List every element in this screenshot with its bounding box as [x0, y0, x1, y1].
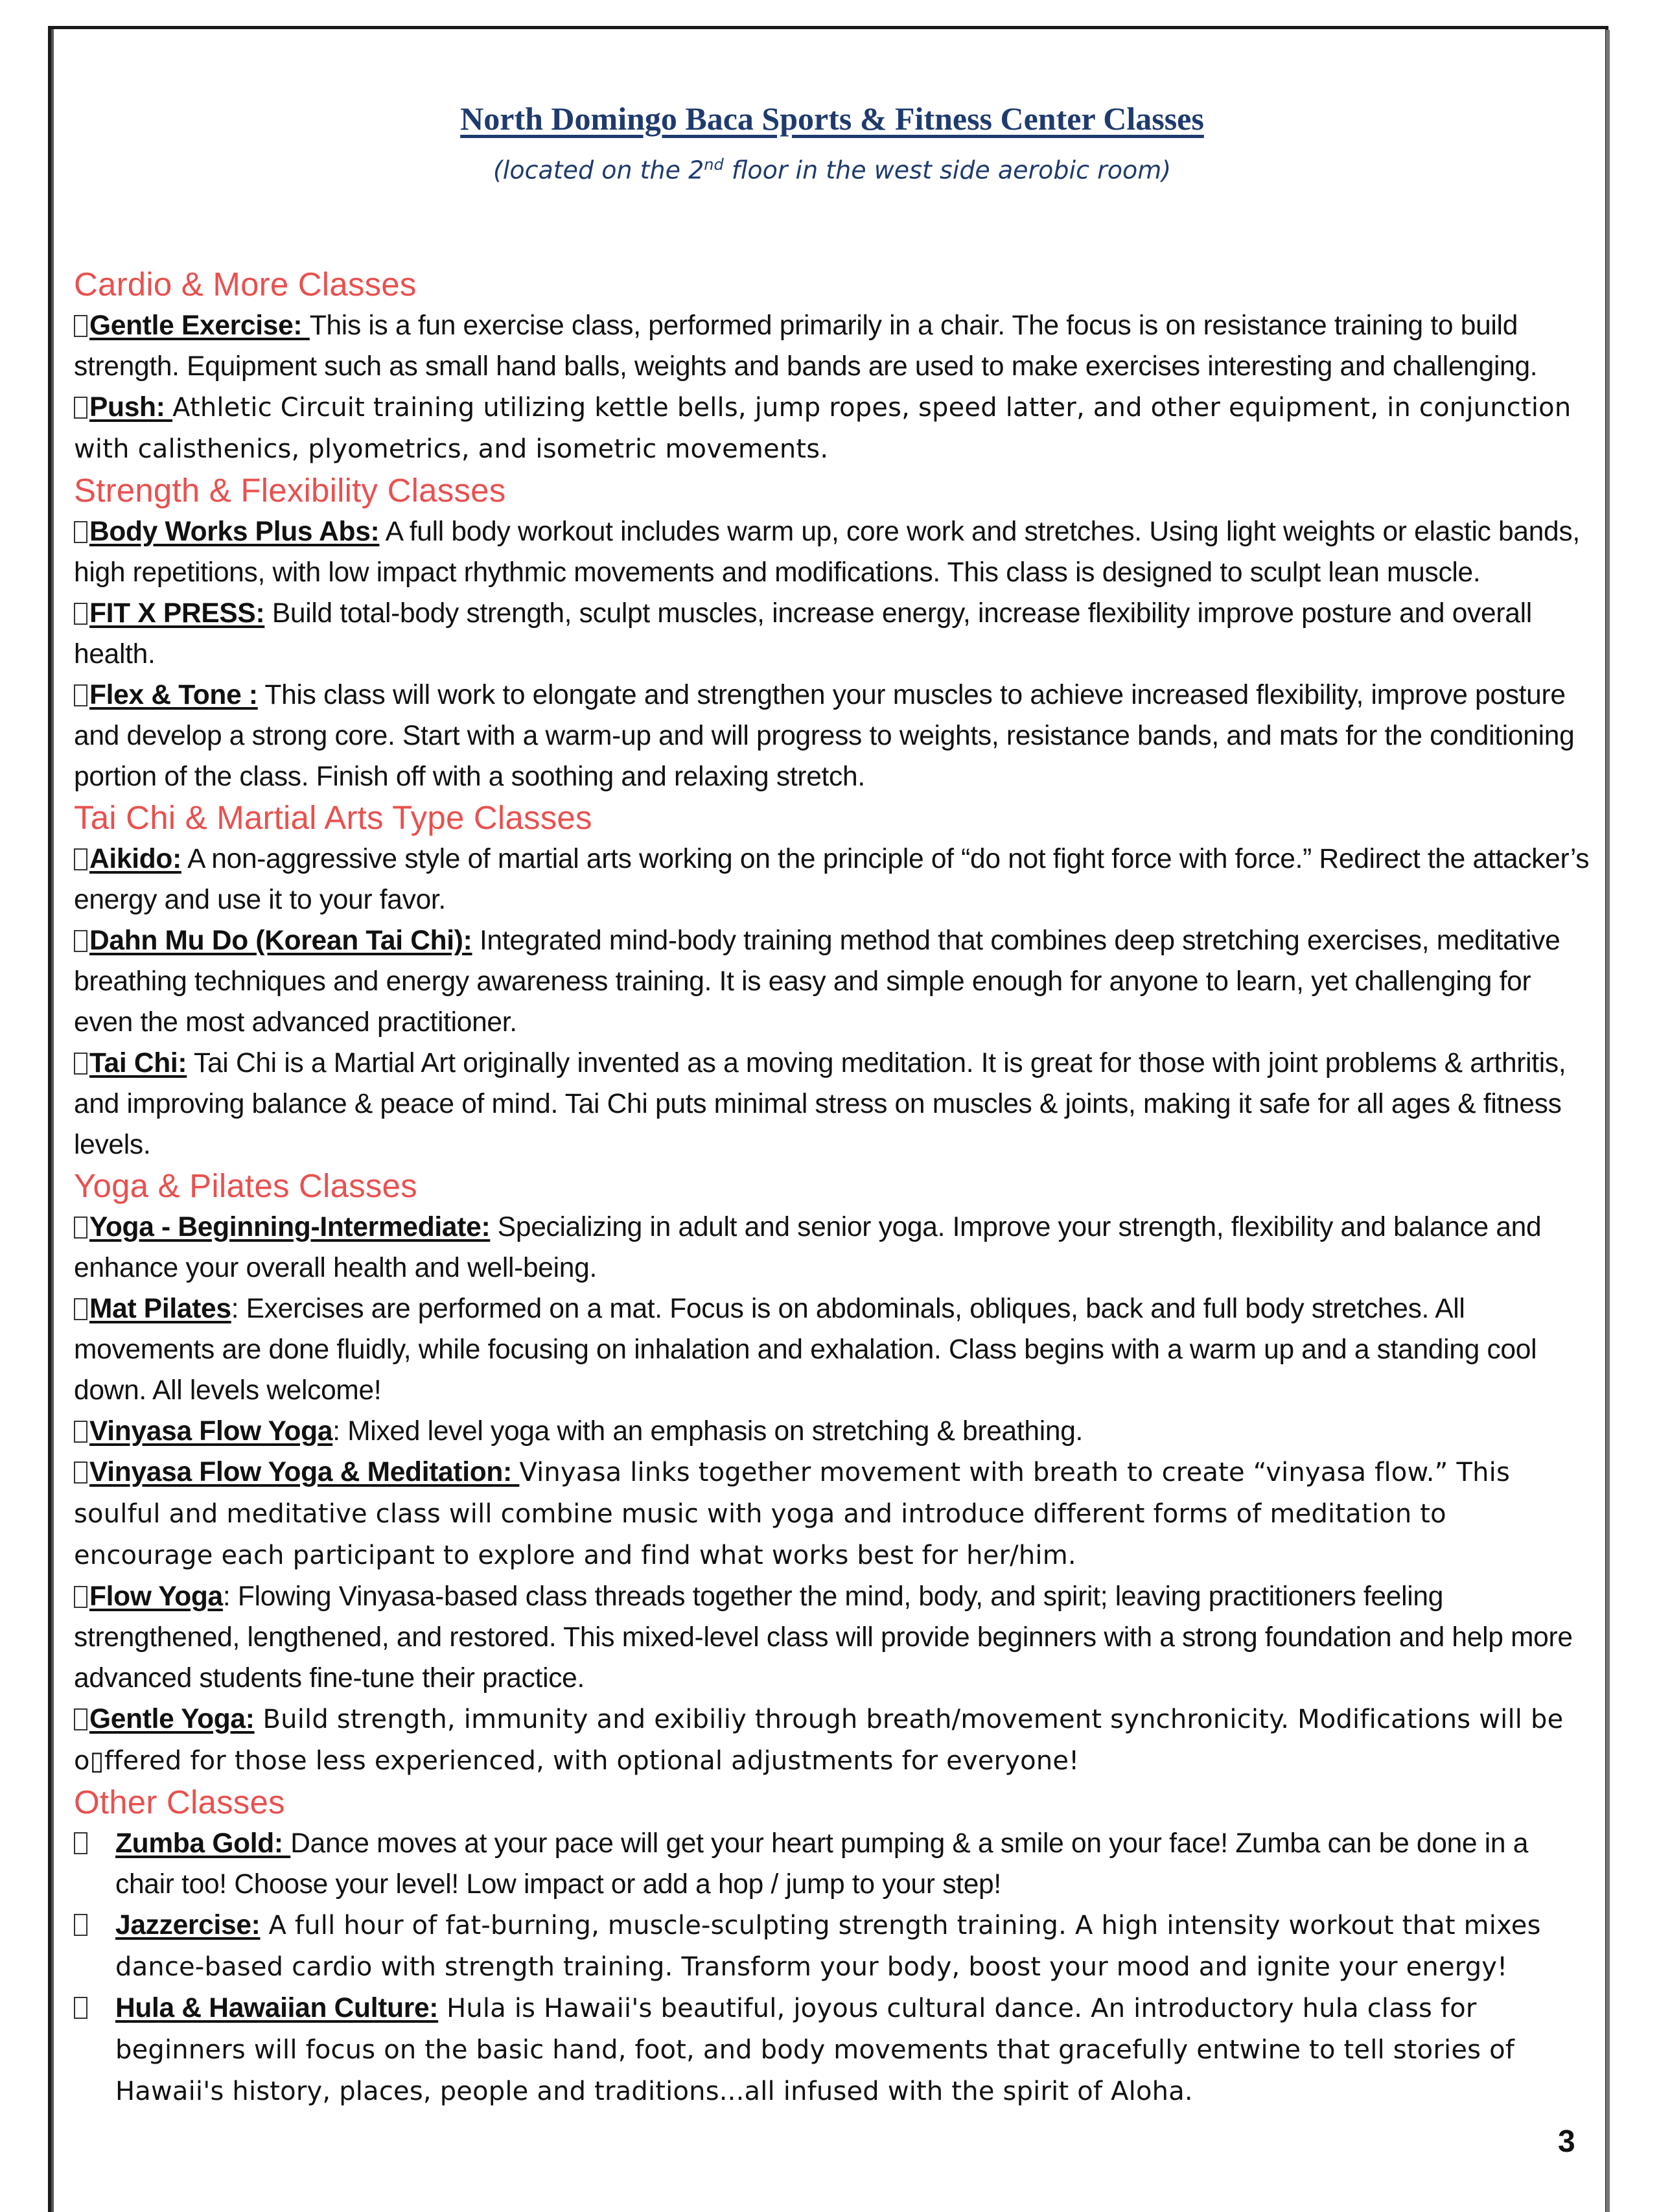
section-heading-yoga: Yoga & Pilates Classes: [74, 1167, 417, 1204]
checkbox-square-icon: [74, 684, 87, 706]
class-description: A full body workout includes warm up, core work and stretches. Using light weights or elastic bands, high repetitions, with low impact rhythmic movements and modifications. This class is designed to sculpt lean muscle.: [74, 516, 1580, 588]
section-heading-other: Other Classes: [74, 1783, 285, 1821]
class-entry: [74, 305, 1590, 387]
class-name: Flex & Tone :: [89, 679, 258, 710]
class-entry: [74, 1699, 1590, 1782]
checkbox-square-icon: [74, 1217, 87, 1239]
checkbox-square-icon: [74, 848, 87, 870]
subtitle-text: (located on the 2: [493, 156, 704, 185]
class-description: Hula is Hawaii's beautiful, joyous cultural dance. An introductory hula class for beginners will focus on the basic hand, foot, and body movements that gracefully entwine to tell stories of Hawaii's history, places, people and traditions...all infused with the spirit of Aloha.: [115, 1993, 1515, 2106]
class-name: Tai Chi:: [89, 1047, 187, 1078]
class-entry: [74, 675, 1590, 797]
checkbox-square-icon: [74, 1461, 87, 1484]
checkbox-square-icon: [74, 1053, 87, 1075]
class-description: A full hour of fat-burning, muscle-sculpting strength training. A high intensity workout that mixes dance-based cardio with strength training. Transform your body, boost your mood and ignite your energy!: [115, 1910, 1541, 1982]
class-description: This is a fun exercise class, performed primarily in a chair. The focus is on resistance training to build strength. Equipment such as small hand balls, weights and bands are used to make exercises interesting and challenging.: [74, 310, 1538, 382]
class-description: Integrated mind-body training method that combines deep stretching exercises, meditative breathing techniques and energy awareness training. It is easy and simple enough for anyone to learn, yet challenging for even the most advanced practitioner.: [74, 925, 1560, 1038]
class-entry: [74, 1452, 1590, 1576]
class-name: Vinyasa Flow Yoga & Meditation:: [89, 1456, 520, 1487]
class-entry: [74, 593, 1590, 675]
section-heading-tai-chi: Tai Chi & Martial Arts Type Classes: [74, 798, 592, 836]
class-description: Athletic Circuit training utilizing kettle bells, jump ropes, speed latter, and other equipment, in conjunction with calisthenics, plyometrics, and isometric movements.: [74, 392, 1572, 464]
class-description: A non-aggressive style of martial arts working on the principle of “do not fight force with force.” Redirect the attacker’s energy and use it to your favor.: [74, 843, 1590, 915]
class-entry: [74, 511, 1590, 593]
class-description: Dance moves at your pace will get your heart pumping & a smile on your face! Zumba can be done in a chair too! Choose your level! Low impact or add a hop / jump to your step!: [115, 1828, 1529, 1900]
class-name: Jazzercise:: [115, 1909, 261, 1940]
section-heading-cardio: Cardio & More Classes: [74, 265, 417, 303]
checkbox-square-icon: [74, 1997, 87, 2019]
checkbox-square-icon: [74, 930, 87, 952]
checkbox-square-icon: [74, 1914, 87, 1936]
checkbox-square-icon: [74, 1708, 87, 1730]
class-description: : Exercises are performed on a mat. Focus is on abdominals, obliques, back and full body stretches. All movements are done fluidly, while focusing on inhalation and exhalation. Class begins with a warm up and a standing cool down. All levels welcome!: [74, 1293, 1537, 1406]
checkbox-square-icon: [74, 315, 87, 337]
document-body: [74, 97, 1590, 2112]
subtitle-text-end: floor in the west side aerobic room): [723, 156, 1172, 185]
class-name: Hula & Hawaiian Culture:: [115, 1992, 439, 2023]
class-description: Tai Chi is a Martial Art originally invented as a moving meditation. It is great for those with joint problems & arthritis, and improving balance & peace of mind. Tai Chi puts minimal stress on muscles & joints, making it safe for all ages & fitness levels.: [74, 1047, 1566, 1160]
class-name: Flow Yoga: [89, 1581, 223, 1612]
class-name: Gentle Yoga:: [89, 1703, 255, 1734]
class-name: Yoga - Beginning-Intermediate:: [89, 1211, 491, 1242]
checkbox-square-icon: [74, 1832, 87, 1854]
page-subtitle: [74, 148, 1590, 187]
class-description: Build total-body strength, sculpt muscles, increase energy, increase flexibility improve posture and overall health.: [74, 598, 1532, 669]
page-number: 3: [1558, 2125, 1575, 2159]
class-description: This class will work to elongate and strengthen your muscles to achieve increased flexibility, improve posture and develop a strong core. Start with a warm-up and will progress to weights, resistance bands, and mats for the conditioning portion of the class. Finish off with a soothing and relaxing stretch.: [74, 679, 1575, 792]
class-entry: [74, 839, 1590, 920]
checkbox-square-icon: [74, 1421, 87, 1443]
class-description: Build strength, immunity and exibiliy through breath/movement synchronicity. Modifications will be o▯ffered for those less experienced, with optional adjustments for everyone!: [74, 1704, 1564, 1776]
checkbox-square-icon: [74, 521, 87, 543]
class-list-item: [74, 1823, 1590, 1905]
checkbox-square-icon: [74, 1298, 87, 1320]
class-description: Specializing in adult and senior yoga. Improve your strength, flexibility and balance and enhance your overall health and well-being.: [74, 1211, 1542, 1283]
class-name: Gentle Exercise:: [89, 310, 310, 341]
class-entry: [74, 1288, 1590, 1411]
class-name: Mat Pilates: [89, 1293, 231, 1324]
class-name: Vinyasa Flow Yoga: [89, 1415, 333, 1447]
class-name: FIT X PRESS:: [89, 598, 265, 629]
class-description: Vinyasa links together movement with breath to create “vinyasa flow.” This soulful and meditative class will combine music with yoga and introduce different forms of meditation to encourage each participant to explore and find what works best for her/him.: [74, 1457, 1510, 1570]
class-list-item: [74, 1988, 1590, 2112]
checkbox-square-icon: [74, 603, 87, 625]
subtitle-superscript: nd: [704, 156, 724, 174]
class-name: Body Works Plus Abs:: [89, 516, 380, 547]
class-name: Aikido:: [89, 843, 181, 874]
class-entry: [74, 1043, 1590, 1165]
class-entry: [74, 920, 1590, 1043]
checkbox-square-icon: [74, 1586, 87, 1608]
class-description: : Mixed level yoga with an emphasis on stretching & breathing.: [332, 1415, 1084, 1447]
class-name: Dahn Mu Do (Korean Tai Chi):: [89, 925, 472, 956]
section-heading-strength: Strength & Flexibility Classes: [74, 471, 506, 509]
class-description: : Flowing Vinyasa-based class threads together the mind, body, and spirit; leaving practitioners feeling strengthened, lengthened, and restored. This mixed-level class will provide beginners with a strong foundation and help more advanced students fine-tune their practice.: [74, 1581, 1573, 1694]
class-entry: [74, 387, 1590, 470]
class-entry: [74, 1207, 1590, 1288]
class-name: Push:: [89, 391, 173, 423]
page-border-shadow: [1606, 30, 1610, 2212]
class-list-item: [74, 1905, 1590, 1988]
class-name: Zumba Gold:: [115, 1828, 291, 1859]
class-entry: [74, 1411, 1590, 1452]
class-entry: [74, 1576, 1590, 1699]
checkbox-square-icon: [74, 397, 87, 419]
page-title: North Domingo Baca Sports & Fitness Center Classes: [460, 100, 1204, 137]
